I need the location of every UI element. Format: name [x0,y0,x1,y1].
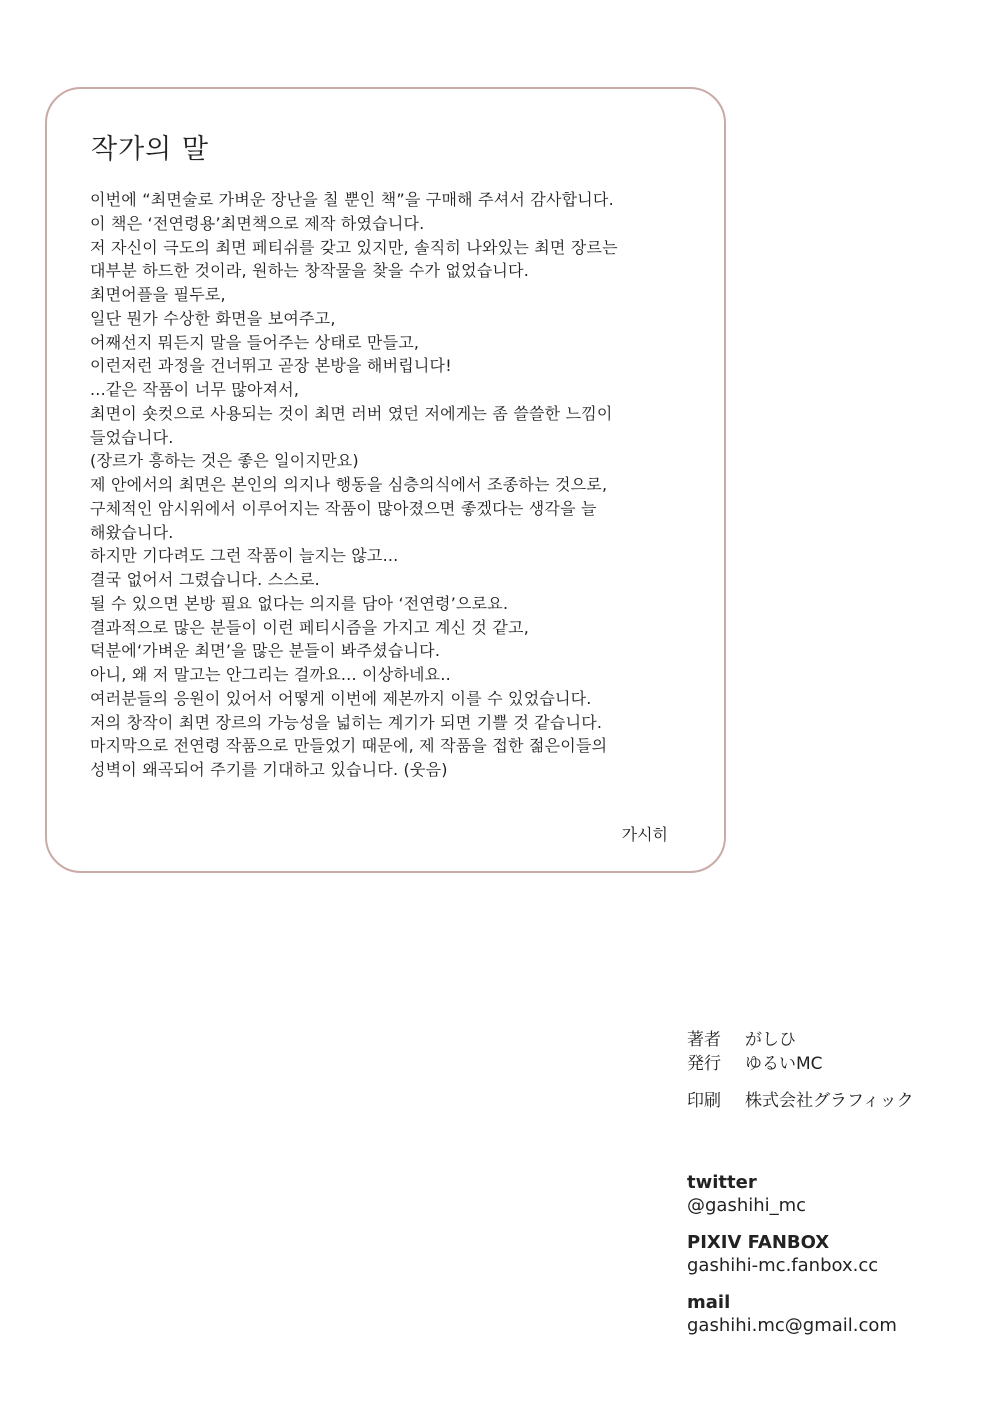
twitter-label: twitter [687,1172,757,1193]
publisher-value: ゆるいMC [745,1054,823,1074]
note-line: (장르가 흥하는 것은 좋은 일이지만요) [90,451,359,471]
note-line: ...같은 작품이 너무 많아져서, [90,380,300,399]
mail-address: gashihi.mc@gmail.com [687,1315,897,1336]
note-line: 해왔습니다. [90,522,174,542]
note-line: 어째선지 뭐든지 말을 들어주는 상태로 만들고, [90,332,420,352]
contacts [687,1172,897,1352]
twitter-contact [687,1172,897,1218]
note-line: 결과적으로 많은 분들이 이런 페티시즘을 가지고 계신 것 같고, [90,617,529,637]
note-line: 일단 뭔가 수상한 화면을 보여주고, [90,308,336,328]
note-line: 최면이 숏컷으로 사용되는 것이 최면 러버 였던 저에게는 좀 쓸쓸한 느낌이 [90,403,613,423]
note-line: 마지막으로 전연령 작품으로 만들었기 때문에, 제 작품을 접한 젊은이들의 [90,736,608,756]
printer-label: 印刷 [687,1091,721,1111]
printer-row [687,1089,914,1113]
mail-label: mail [687,1292,731,1313]
author-row [687,1028,914,1052]
fanbox-contact [687,1232,897,1278]
note-line: 될 수 있으면 본방 필요 없다는 의지를 담아 ‘전연령’으로요. [90,593,509,613]
note-line: 성벽이 왜곡되어 주기를 기대하고 있습니다. (웃음) [90,760,448,779]
note-title: 작가의 말 [91,134,209,165]
mail-contact [687,1292,897,1338]
twitter-handle: @gashihi_mc [687,1195,807,1216]
note-line: 이번에 “최면술로 가벼운 장난을 칠 뿐인 책”을 구매해 주셔서 감사합니다. [90,190,614,209]
publisher-label: 発行 [687,1054,721,1074]
publisher-row [687,1052,914,1076]
note-line: 하지만 기다려도 그런 작품이 늘지는 않고... [90,546,399,566]
note-line: 제 안에서의 최면은 본인의 의지나 행동을 심층의식에서 조종하는 것으로, [90,475,608,494]
note-line: 저 자신이 극도의 최면 페티쉬를 갖고 있지만, 솔직히 나와있는 최면 장르는 [90,237,618,257]
note-line: 저의 창작이 최면 장르의 가능성을 넓히는 계기가 되면 기쁠 것 같습니다. [90,712,603,732]
signature: 가시히 [621,825,668,844]
note-line: 대부분 하드한 것이라, 원하는 창작물을 찾을 수가 없었습니다. [90,261,529,281]
note-line: 이런저런 과정을 건너뛰고 곧장 본방을 해버립니다! [90,356,452,376]
note-line: 이 책은 ‘전연령용’최면책으로 제작 하였습니다. [90,213,425,233]
author-value: がしひ [745,1030,796,1050]
author-note-box [45,87,726,873]
note-line: 아니, 왜 저 말고는 안그리는 걸까요... 이상하네요.. [90,665,451,684]
note-line: 여러분들의 응원이 있어서 어떻게 이번에 제본까지 이를 수 있었습니다. [90,688,592,708]
colophon [687,1028,914,1113]
note-line: 덕분에‘가벼운 최면’을 많은 분들이 봐주셨습니다. [90,641,441,661]
note-line: 들었습니다. [90,427,174,447]
fanbox-label: PIXIV FANBOX [687,1232,830,1253]
note-body [90,188,700,782]
note-line: 결국 없어서 그렸습니다. 스스로. [90,570,320,589]
fanbox-url: gashihi-mc.fanbox.cc [687,1255,879,1276]
printer-value: 株式会社グラフィック [745,1091,914,1111]
note-line: 구체적인 암시위에서 이루어지는 작품이 많아졌으면 좋겠다는 생각을 늘 [90,498,597,518]
note-line: 최면어플을 필두로, [90,285,226,304]
author-label: 著者 [687,1030,721,1050]
